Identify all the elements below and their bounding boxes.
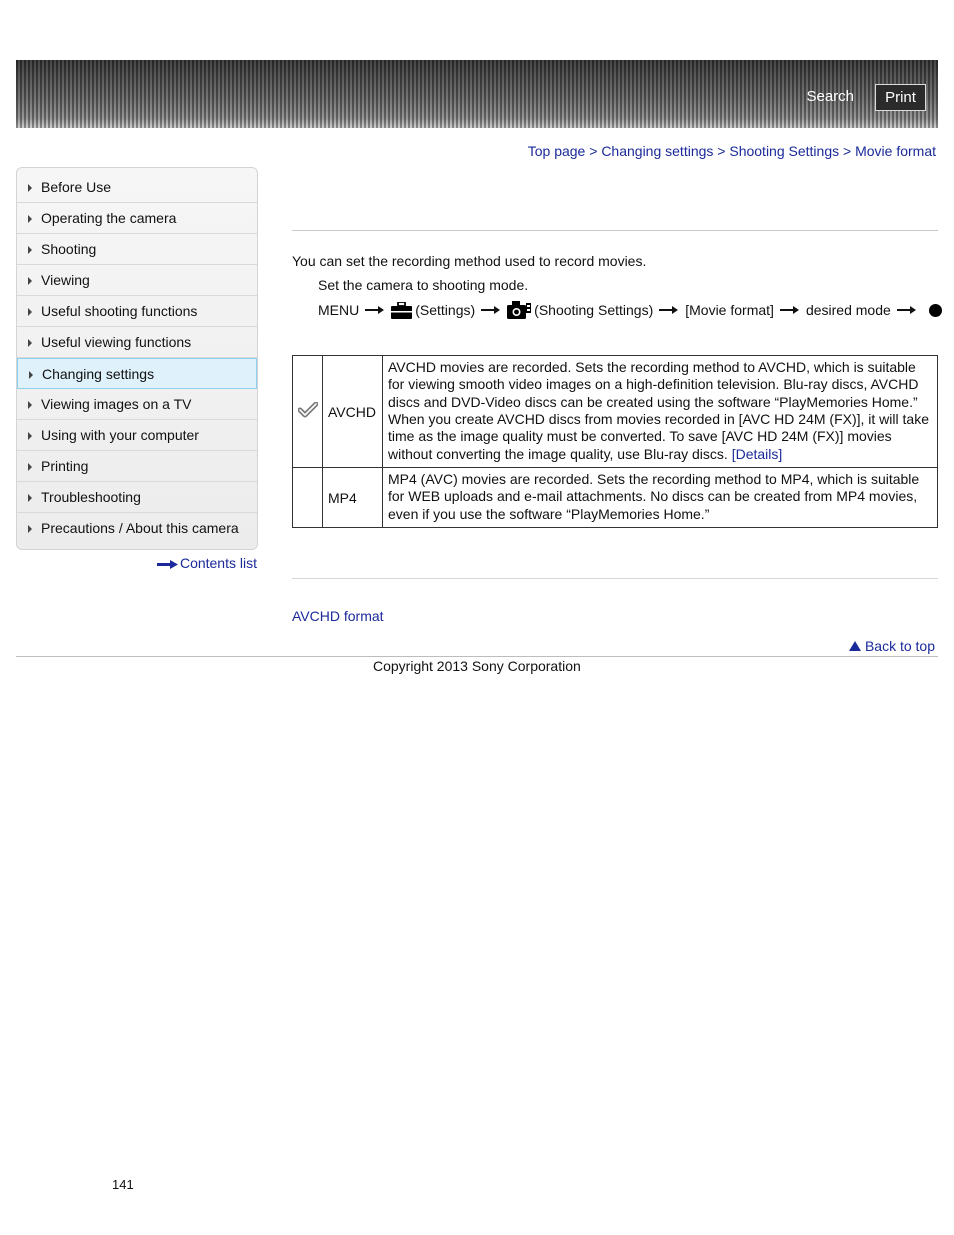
sidebar-item-changing-settings[interactable] bbox=[17, 358, 257, 389]
sidebar-item-using-with-your-computer[interactable] bbox=[17, 420, 257, 451]
arrow-right-icon bbox=[481, 305, 501, 315]
mode-description: AVCHD movies are recorded. Sets the recording method to AVCHD, which is suitable for viewing smooth video images on a high-definition television. Blu-ray discs, AVCHD discs and DVD-Video discs can be created using the software “PlayMemories Home.” When you create AVCHD discs from movies recorded in [AVC HD 24M (FX)], it will take time as the image quality must be converted. To save [AVC HD 24M (FX)] movies without converting the image quality, use Blu-ray discs. bbox=[388, 359, 929, 462]
copyright-text: Copyright 2013 Sony Corporation bbox=[373, 658, 581, 674]
sidebar-item-label: Useful shooting functions bbox=[41, 303, 198, 319]
sidebar-item-printing[interactable] bbox=[17, 451, 257, 482]
table-row bbox=[293, 356, 938, 468]
sidebar-item-label: Troubleshooting bbox=[41, 489, 141, 505]
avchd-format-link[interactable]: AVCHD format bbox=[292, 608, 384, 624]
mode-description-cell bbox=[383, 356, 938, 468]
page-number: 141 bbox=[112, 1177, 134, 1192]
sidebar-item-label: Changing settings bbox=[42, 366, 155, 382]
sidebar-item-viewing-images-on-a-tv[interactable] bbox=[17, 389, 257, 420]
sidebar-item-shooting[interactable] bbox=[17, 234, 257, 265]
back-to-top-label: Back to top bbox=[864, 638, 935, 654]
triangle-right-icon bbox=[29, 371, 33, 379]
breadcrumb-shooting-settings[interactable]: Shooting Settings bbox=[729, 143, 840, 159]
sidebar-item-precautions[interactable] bbox=[17, 513, 257, 544]
contents-list-label: Contents list bbox=[179, 555, 257, 571]
contents-list-link[interactable] bbox=[157, 555, 257, 571]
back-to-top-link[interactable] bbox=[849, 638, 935, 654]
sidebar-item-label: Viewing bbox=[41, 272, 90, 288]
mode-name-cell: AVCHD bbox=[323, 356, 383, 468]
footer-divider bbox=[16, 656, 938, 657]
arrow-right-icon bbox=[157, 560, 178, 569]
sidebar-item-useful-shooting-functions[interactable] bbox=[17, 296, 257, 327]
shooting-settings-label: (Shooting Settings) bbox=[534, 302, 654, 318]
default-cell bbox=[293, 468, 323, 528]
sidebar-item-label: Operating the camera bbox=[41, 210, 177, 226]
triangle-right-icon bbox=[28, 184, 32, 192]
sidebar-item-label: Precautions / About this camera bbox=[41, 520, 239, 536]
details-link[interactable]: [Details] bbox=[731, 445, 783, 462]
sidebar-item-operating-the-camera[interactable] bbox=[17, 203, 257, 234]
breadcrumb-separator: > bbox=[843, 143, 852, 159]
sidebar-item-label: Shooting bbox=[41, 241, 97, 257]
sidebar-item-viewing[interactable] bbox=[17, 265, 257, 296]
step-text: Set the camera to shooting mode. bbox=[318, 277, 529, 293]
triangle-right-icon bbox=[28, 277, 32, 285]
title-divider bbox=[292, 230, 938, 231]
triangle-right-icon bbox=[28, 308, 32, 316]
default-cell bbox=[293, 356, 323, 468]
triangle-up-icon bbox=[849, 641, 861, 651]
header-bar bbox=[16, 60, 938, 128]
mode-description: MP4 (AVC) movies are recorded. Sets the recording method to MP4, which is suitable for WEB uploads and e-mail attachments. No discs can be created from MP4 movies, even if you use the software “PlayMemories Home.” bbox=[388, 471, 920, 522]
intro-text: You can set the recording method used to record movies. bbox=[292, 253, 647, 269]
table-row bbox=[293, 468, 938, 528]
mode-name-cell: MP4 bbox=[323, 468, 383, 528]
triangle-right-icon bbox=[28, 463, 32, 471]
sidebar-item-label: Viewing images on a TV bbox=[41, 396, 192, 412]
sidebar-item-troubleshooting[interactable] bbox=[17, 482, 257, 513]
breadcrumb-separator: > bbox=[589, 143, 598, 159]
breadcrumb bbox=[528, 143, 936, 159]
sidebar-item-label: Printing bbox=[41, 458, 89, 474]
triangle-right-icon bbox=[28, 525, 32, 533]
print-button[interactable]: Print bbox=[875, 84, 926, 111]
arrow-right-icon bbox=[780, 305, 800, 315]
section-divider bbox=[292, 578, 938, 579]
triangle-right-icon bbox=[28, 432, 32, 440]
camera-icon bbox=[507, 301, 531, 319]
sidebar-nav bbox=[16, 167, 258, 550]
movie-format-label: [Movie format] bbox=[685, 302, 774, 318]
menu-path bbox=[318, 301, 942, 319]
sidebar-item-label: Using with your computer bbox=[41, 427, 199, 443]
triangle-right-icon bbox=[28, 494, 32, 502]
sidebar-item-before-use[interactable] bbox=[17, 172, 257, 203]
modes-table bbox=[292, 355, 938, 528]
search-link[interactable]: Search bbox=[806, 88, 854, 105]
triangle-right-icon bbox=[28, 401, 32, 409]
menu-label: MENU bbox=[318, 302, 360, 318]
toolbox-icon bbox=[391, 302, 412, 319]
sidebar-item-label: Before Use bbox=[41, 179, 112, 195]
center-button-icon bbox=[929, 304, 942, 317]
breadcrumb-changing-settings[interactable]: Changing settings bbox=[601, 143, 714, 159]
sidebar-item-label: Useful viewing functions bbox=[41, 334, 192, 350]
breadcrumb-movie-format[interactable]: Movie format bbox=[855, 143, 936, 159]
mode-description-cell bbox=[383, 468, 938, 528]
triangle-right-icon bbox=[28, 246, 32, 254]
sidebar-item-useful-viewing-functions[interactable] bbox=[17, 327, 257, 358]
breadcrumb-separator: > bbox=[717, 143, 726, 159]
triangle-right-icon bbox=[28, 339, 32, 347]
checkmark-icon bbox=[298, 402, 318, 418]
breadcrumb-top-page[interactable]: Top page bbox=[527, 143, 586, 159]
desired-mode-label: desired mode bbox=[805, 302, 891, 318]
triangle-right-icon bbox=[28, 215, 32, 223]
arrow-right-icon bbox=[365, 305, 385, 315]
arrow-right-icon bbox=[897, 305, 917, 315]
arrow-right-icon bbox=[659, 305, 679, 315]
settings-label: (Settings) bbox=[415, 302, 476, 318]
